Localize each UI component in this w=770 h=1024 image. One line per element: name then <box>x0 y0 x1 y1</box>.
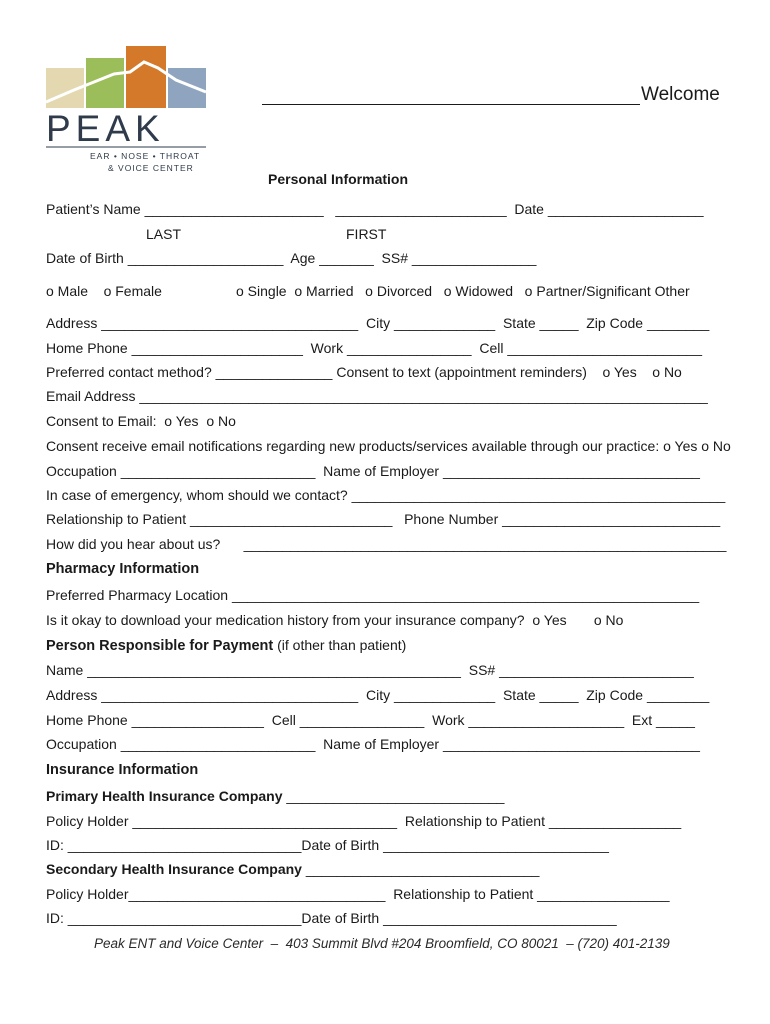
medication-history-row[interactable]: Is it okay to download your medication history from your insurance company? o Yes o No <box>46 612 624 628</box>
welcome-label: Welcome <box>641 84 720 105</box>
payer-address-row[interactable]: Address _________________________________ City _____________ State _____ Zip Code ________ <box>46 687 710 703</box>
contact-method-row[interactable]: Preferred contact method? _______________ Consent to text (appointment reminders) o Yes o No <box>46 364 682 380</box>
occupation-row[interactable]: Occupation _________________________ Name of Employer _________________________________ <box>46 463 700 479</box>
payer-phone-row[interactable]: Home Phone _________________ Cell ________________ Work ____________________ Ext _____ <box>46 712 695 728</box>
pharmacy-section-heading: Pharmacy Information <box>46 561 200 577</box>
footer-address: Peak ENT and Voice Center – 403 Summit Blvd #204 Broomfield, CO 80021 – (720) 401-2139 <box>94 936 670 951</box>
consent-email-row[interactable]: Consent to Email: o Yes o No <box>46 413 236 429</box>
dob-age-ssn-row[interactable]: Date of Birth ____________________ Age _______ SS# ________________ <box>46 250 537 266</box>
primary-insurance-label: Primary Health Insurance Company <box>46 788 283 804</box>
payment-heading-bold: Person Responsible for Payment <box>46 638 274 654</box>
secondary-insurance-line[interactable]: ______________________________ <box>301 861 540 877</box>
form-title: Personal Information <box>268 171 409 187</box>
secondary-id-dob-row[interactable]: ID: ______________________________Date of Birth ______________________________ <box>46 910 617 926</box>
primary-policy-holder-row[interactable]: Policy Holder __________________________________ Relationship to Patient _________________ <box>46 813 682 829</box>
logo-tagline-2: & VOICE CENTER <box>108 163 194 173</box>
logo-block-blue <box>168 68 206 108</box>
peak-mountain-logo-graphic <box>44 44 212 176</box>
primary-id-dob-row[interactable]: ID: ______________________________Date of Birth _____________________________ <box>46 837 609 853</box>
payment-section-heading <box>46 637 406 654</box>
secondary-insurance-row[interactable] <box>46 861 539 877</box>
primary-insurance-row[interactable] <box>46 788 504 804</box>
phone-row[interactable]: Home Phone ______________________ Work ________________ Cell _________________________ <box>46 340 702 356</box>
last-name-caption: LAST <box>146 226 182 242</box>
pharmacy-location-row[interactable]: Preferred Pharmacy Location ____________________________________________________________ <box>46 587 700 603</box>
email-address-row[interactable]: Email Address _________________________________________________________________________ <box>46 388 708 404</box>
gender-options[interactable]: o Male o Female <box>46 283 162 299</box>
welcome-name-line[interactable] <box>262 104 640 105</box>
payer-name-ssn-row[interactable]: Name ________________________________________________ SS# _________________________ <box>46 662 694 678</box>
logo-block-orange <box>126 46 166 108</box>
logo-wordmark: PEAK <box>46 108 165 149</box>
payer-occupation-row[interactable]: Occupation _________________________ Name of Employer _________________________________ <box>46 736 700 752</box>
referral-source-row[interactable]: How did you hear about us? ______________________________________________________________ <box>46 536 727 552</box>
peak-logo <box>44 44 212 176</box>
patient-name-row[interactable]: Patient’s Name _______________________ ______________________ Date ____________________ <box>46 201 704 217</box>
insurance-section-heading: Insurance Information <box>46 762 199 778</box>
marital-status-options[interactable]: o Single o Married o Divorced o Widowed o Partner/Significant Other <box>236 283 690 299</box>
consent-notifications-row[interactable]: Consent receive email notifications regarding new products/services available through our practice: o Yes o No <box>46 438 731 454</box>
secondary-policy-holder-row[interactable]: Policy Holder_________________________________ Relationship to Patient _________________ <box>46 886 670 902</box>
secondary-insurance-label: Secondary Health Insurance Company <box>46 861 302 877</box>
logo-tagline-1: EAR • NOSE • THROAT <box>90 151 201 161</box>
address-row[interactable]: Address _________________________________ City _____________ State _____ Zip Code ________ <box>46 315 710 331</box>
first-name-caption: FIRST <box>346 226 387 242</box>
relationship-phone-row[interactable]: Relationship to Patient __________________________ Phone Number ____________________________ <box>46 511 721 527</box>
emergency-contact-row[interactable]: In case of emergency, whom should we contact? ________________________________________________ <box>46 487 726 503</box>
primary-insurance-line[interactable]: ____________________________ <box>282 788 505 804</box>
payment-heading-note: (if other than patient) <box>273 637 407 653</box>
